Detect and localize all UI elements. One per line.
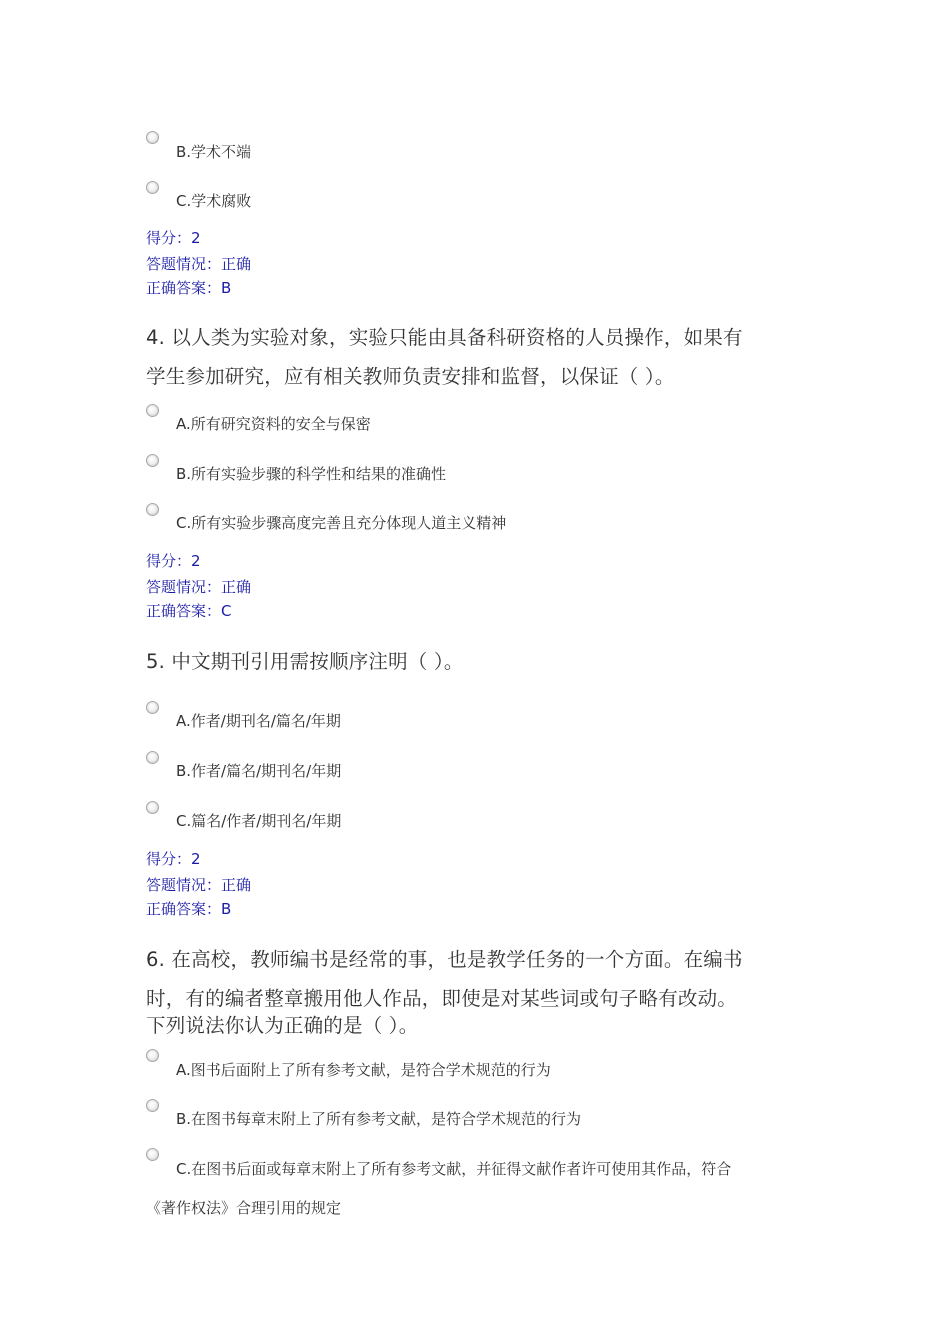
radio-button-icon[interactable] [146, 751, 159, 764]
radio-button-icon[interactable] [146, 1148, 159, 1161]
radio-button-icon[interactable] [146, 404, 159, 417]
question-6-text-line-3: 下列说法你认为正确的是（ ）。 [146, 1014, 419, 1037]
radio-button-icon[interactable] [146, 503, 159, 516]
correct-answer-text: 正确答案：C [146, 602, 232, 620]
score-text: 得分：2 [146, 229, 201, 247]
question-4-text-line-2: 学生参加研究，应有相关教师负责安排和监督，以保证（ ）。 [146, 365, 675, 388]
option-label-continuation: 《著作权法》合理引用的规定 [146, 1199, 342, 1217]
option-label: C.篇名/作者/期刊名/年期 [176, 812, 342, 830]
option-label: B.学术不端 [176, 143, 252, 161]
answer-status-text: 答题情况：正确 [146, 876, 252, 894]
question-5-text: 5. 中文期刊引用需按顺序注明（ ）。 [146, 650, 464, 673]
correct-answer-text: 正确答案：B [146, 279, 232, 297]
score-text: 得分：2 [146, 552, 201, 570]
radio-button-icon[interactable] [146, 1049, 159, 1062]
option-label: A.作者/期刊名/篇名/年期 [176, 712, 341, 730]
radio-button-icon[interactable] [146, 701, 159, 714]
answer-status-text: 答题情况：正确 [146, 578, 252, 596]
question-6-text-line-2: 时，有的编者整章搬用他人作品，即使是对某些词或句子略有改动。 [146, 987, 738, 1010]
option-label: B.所有实验步骤的科学性和结果的准确性 [176, 465, 447, 483]
option-label: C.在图书后面或每章末附上了所有参考文献，并征得文献作者许可使用其作品，符合 [176, 1160, 732, 1178]
question-6-text-line-1: 6. 在高校，教师编书是经常的事，也是教学任务的一个方面。在编书 [146, 948, 743, 971]
option-label: C.所有实验步骤高度完善且充分体现人道主义精神 [176, 514, 507, 532]
radio-button-icon[interactable] [146, 454, 159, 467]
score-text: 得分：2 [146, 850, 201, 868]
option-label: B.作者/篇名/期刊名/年期 [176, 762, 342, 780]
option-label: A.所有研究资料的安全与保密 [176, 415, 371, 433]
answer-status-text: 答题情况：正确 [146, 255, 252, 273]
radio-button-icon[interactable] [146, 181, 159, 194]
option-label: C.学术腐败 [176, 192, 252, 210]
question-4-text-line-1: 4. 以人类为实验对象，实验只能由具备科研资格的人员操作，如果有 [146, 326, 743, 349]
radio-button-icon[interactable] [146, 1099, 159, 1112]
option-label: B.在图书每章末附上了所有参考文献，是符合学术规范的行为 [176, 1110, 582, 1128]
radio-button-icon[interactable] [146, 801, 159, 814]
correct-answer-text: 正确答案：B [146, 900, 232, 918]
radio-button-icon[interactable] [146, 131, 159, 144]
option-label: A.图书后面附上了所有参考文献，是符合学术规范的行为 [176, 1061, 551, 1079]
